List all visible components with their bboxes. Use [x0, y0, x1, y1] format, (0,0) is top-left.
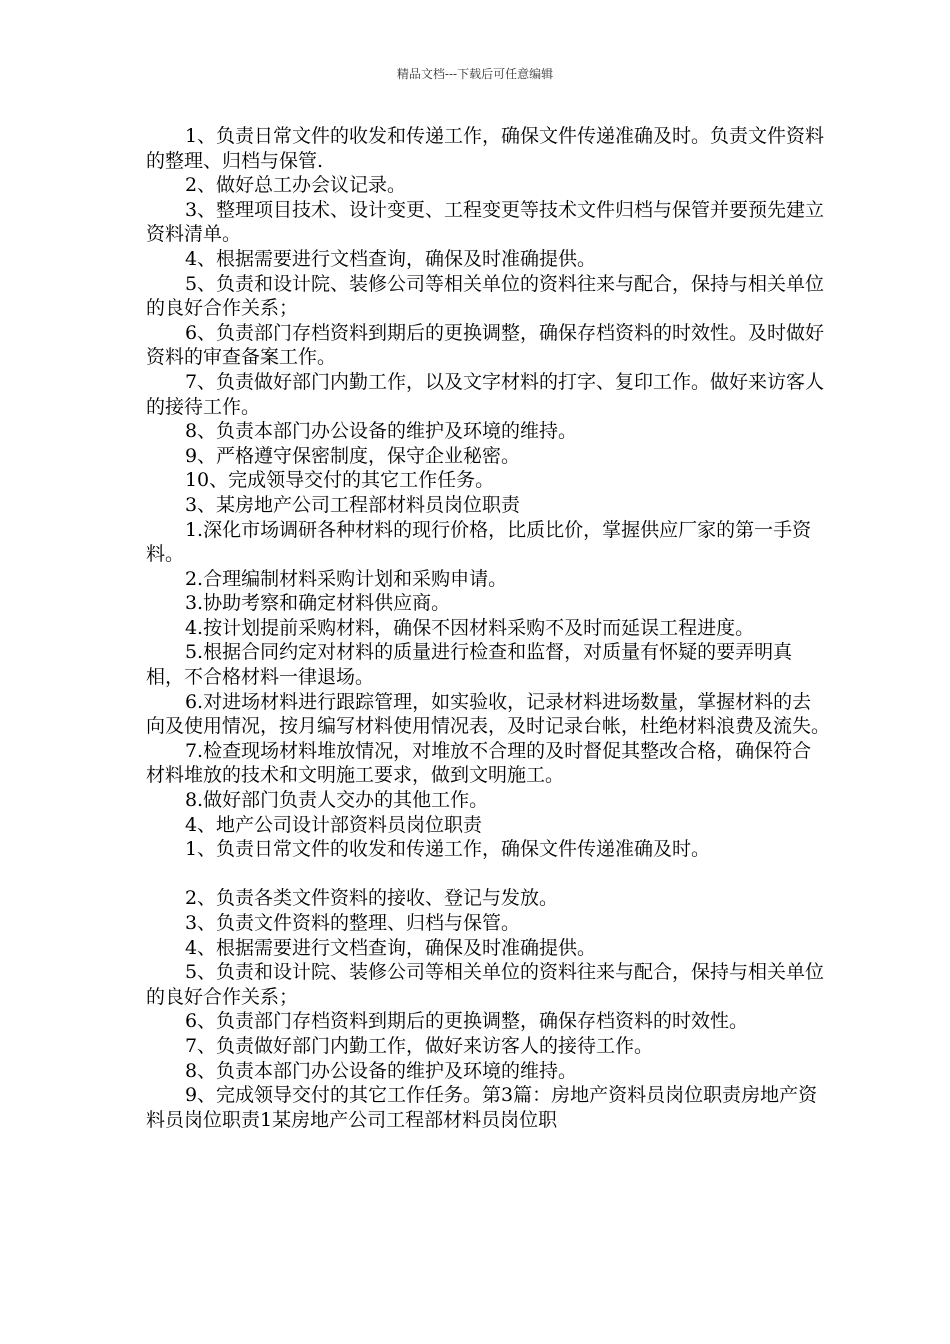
paragraph-19: 8.做好部门负责人交办的其他工作。	[184, 789, 489, 812]
blank-line	[146, 862, 830, 887]
paragraph-3: 3、整理项目技术、设计变更、工程变更等技术文件归档与保管并要预先建立资料清单。	[146, 198, 825, 246]
paragraph-17: 6.对进场材料进行跟踪管理，如实验收，记录材料进场数量，掌握材料的去向及使用情况，按月编写材料使用情况表，及时记录台帐，杜绝材料浪费及流失。	[146, 690, 831, 738]
document-body	[146, 124, 830, 1132]
paragraph-13: 2.合理编制材料采购计划和采购申请。	[184, 567, 508, 590]
paragraph-6: 6、负责部门存档资料到期后的更换调整，确保存档资料的时效性。及时做好资料的审查备案工作。	[146, 321, 825, 369]
paragraph-1: 1、负责日常文件的收发和传递工作，确保文件传递准确及时。负责文件资料的整理、归档与保管.	[146, 125, 825, 172]
page-header: 精品文档---下载后可任意编辑	[396, 67, 554, 81]
paragraph-9: 9、严格遵守保密制度，保守企业秘密。	[184, 444, 521, 467]
paragraph-21: 1、负责日常文件的收发和传递工作，确保文件传递准确及时。	[184, 838, 711, 861]
paragraph-8: 8、负责本部门办公设备的维护及环境的维持。	[184, 420, 578, 443]
paragraph-5: 5、负责和设计院、装修公司等相关单位的资料往来与配合，保持与相关单位的良好合作关系；	[146, 272, 825, 320]
paragraph-18: 7.检查现场材料堆放情况，对堆放不合理的及时督促其整改合格，确保符合材料堆放的技术和文明施工要求，做到文明施工。	[146, 739, 812, 787]
paragraph-7: 7、负责做好部门内勤工作，以及文字材料的打字、复印工作。做好来访客人的接待工作。	[146, 370, 825, 418]
paragraph-29: 8、负责本部门办公设备的维护及环境的维持。	[184, 1059, 578, 1082]
paragraph-14: 3.协助考察和确定材料供应商。	[184, 592, 451, 615]
paragraph-15: 4.按计划提前采购材料，确保不因材料采购不及时而延误工程进度。	[184, 616, 755, 639]
paragraph-24: 3、负责文件资料的整理、归档与保管。	[184, 912, 521, 934]
paragraph-10: 10、完成领导交付的其它工作任务。	[184, 469, 495, 492]
section-heading-4: 4、地产公司设计部资料员岗位职责	[184, 813, 483, 836]
paragraph-28: 7、负责做好部门内勤工作，做好来访客人的接待工作。	[184, 1034, 654, 1057]
paragraph-23: 2、负责各类文件资料的接收、登记与发放。	[184, 887, 559, 910]
section-heading-3: 3、某房地产公司工程部材料员岗位职责	[184, 493, 521, 516]
paragraph-4: 4、根据需要进行文档查询，确保及时准确提供。	[184, 247, 597, 270]
paragraph-30: 9、完成领导交付的其它工作任务。第3篇：房地产资料员岗位职责房地产资料员岗位职责1某房地产公司工程部材料员岗位职	[146, 1084, 818, 1131]
paragraph-26: 5、负责和设计院、装修公司等相关单位的资料往来与配合，保持与相关单位的良好合作关系；	[146, 961, 825, 1008]
paragraph-25: 4、根据需要进行文档查询，确保及时准确提供。	[184, 936, 597, 959]
paragraph-16: 5.根据合同约定对材料的质量进行检查和监督，对质量有怀疑的要弄明真相，不合格材料一律退场。	[146, 641, 793, 689]
paragraph-27: 6、负责部门存档资料到期后的更换调整，确保存档资料的时效性。	[184, 1010, 749, 1033]
paragraph-12: 1.深化市场调研各种材料的现行价格，比质比价，掌握供应厂家的第一手资料。	[146, 518, 812, 566]
paragraph-2: 2、做好总工办会议记录。	[184, 174, 407, 197]
